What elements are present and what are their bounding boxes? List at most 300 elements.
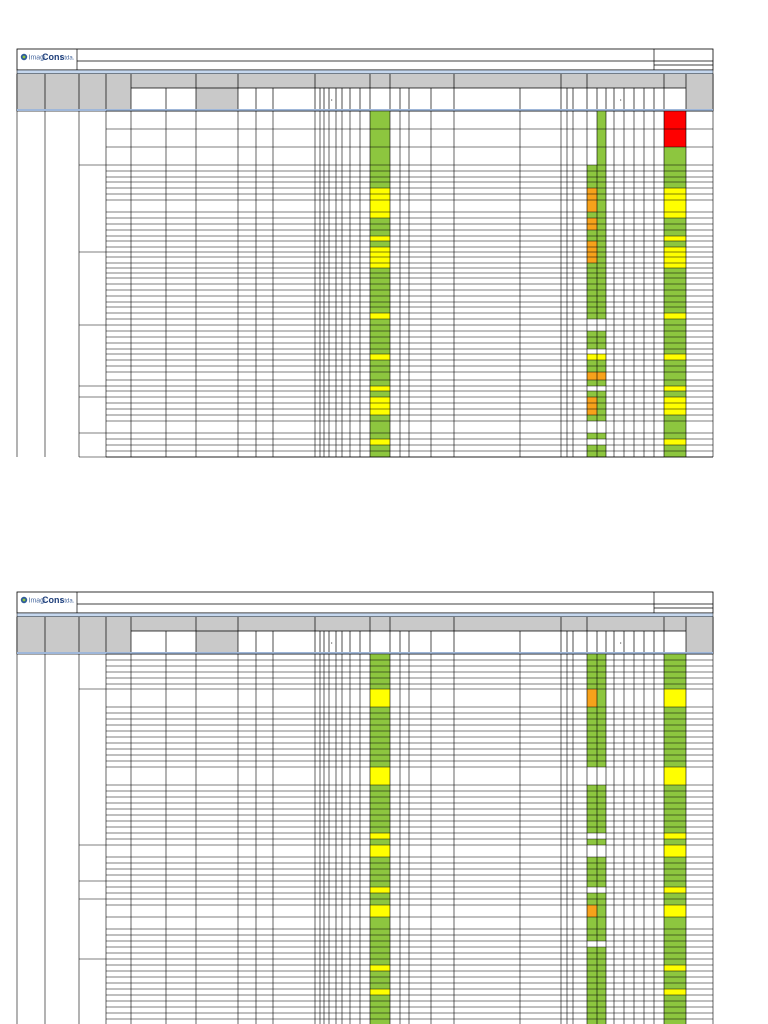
result-cell xyxy=(370,719,390,725)
header-cell xyxy=(686,74,713,111)
evaluation-cell xyxy=(597,302,606,307)
status-cell xyxy=(664,887,686,893)
evaluation-cell xyxy=(597,965,606,971)
status-cell xyxy=(664,302,686,307)
result-cell xyxy=(370,839,390,845)
evaluation-cell xyxy=(597,252,606,257)
evaluation-cell xyxy=(597,194,606,200)
result-cell xyxy=(370,177,390,182)
result-cell xyxy=(370,302,390,307)
header-marker: • xyxy=(331,640,333,645)
result-cell xyxy=(370,654,390,660)
evaluation-cell xyxy=(597,445,606,451)
evaluation-cell xyxy=(597,737,606,743)
evaluation-cell xyxy=(597,953,606,959)
header-cell xyxy=(17,74,45,111)
status-cell xyxy=(664,791,686,797)
evaluation-cell xyxy=(597,372,606,380)
evaluation-cell xyxy=(597,995,606,1001)
result-cell xyxy=(370,433,390,439)
evaluation-cell xyxy=(587,660,597,666)
result-cell xyxy=(370,171,390,177)
result-cell xyxy=(370,965,390,971)
status-cell xyxy=(664,129,686,147)
evaluation-cell xyxy=(587,863,597,869)
result-cell xyxy=(370,899,390,905)
evaluation-cell xyxy=(597,684,606,689)
status-cell xyxy=(664,863,686,869)
status-cell xyxy=(664,971,686,977)
result-cell xyxy=(370,1013,390,1019)
evaluation-cell xyxy=(587,302,597,307)
evaluation-cell xyxy=(597,863,606,869)
status-cell xyxy=(664,337,686,343)
evaluation-cell xyxy=(587,182,597,188)
result-cell xyxy=(370,257,390,263)
evaluation-cell xyxy=(597,857,606,863)
result-cell xyxy=(370,935,390,941)
evaluation-cell xyxy=(587,797,597,803)
result-cell xyxy=(370,689,390,707)
result-cell xyxy=(370,875,390,881)
result-cell xyxy=(370,439,390,445)
evaluation-cell xyxy=(597,354,606,360)
result-cell xyxy=(370,684,390,689)
status-cell xyxy=(664,224,686,230)
header-group-cell xyxy=(561,617,587,631)
evaluation-cell xyxy=(597,313,606,319)
status-cell xyxy=(664,331,686,337)
result-cell xyxy=(370,672,390,678)
header-group-cell xyxy=(454,74,561,88)
result-cell xyxy=(370,797,390,803)
evaluation-cell xyxy=(597,827,606,833)
status-cell xyxy=(664,977,686,983)
status-cell xyxy=(664,737,686,743)
evaluation-cell xyxy=(597,893,606,899)
evaluation-cell xyxy=(597,433,606,439)
result-cell xyxy=(370,252,390,257)
result-cell xyxy=(370,230,390,236)
evaluation-cell xyxy=(597,236,606,241)
status-cell xyxy=(664,1019,686,1024)
status-cell xyxy=(664,678,686,684)
logo-brand: Cons xyxy=(42,52,65,62)
evaluation-cell xyxy=(597,451,606,457)
result-cell xyxy=(370,263,390,268)
evaluation-cell xyxy=(587,821,597,827)
result-cell xyxy=(370,241,390,247)
evaluation-cell xyxy=(597,713,606,719)
evaluation-cell xyxy=(587,953,597,959)
evaluation-cell xyxy=(597,947,606,953)
status-cell xyxy=(664,165,686,171)
evaluation-cell xyxy=(587,899,597,905)
header-marker: • xyxy=(620,97,622,102)
evaluation-cell xyxy=(587,307,597,313)
evaluation-cell xyxy=(597,331,606,337)
result-cell xyxy=(370,953,390,959)
evaluation-cell xyxy=(597,654,606,660)
evaluation-cell xyxy=(587,971,597,977)
status-cell xyxy=(664,415,686,421)
evaluation-cell xyxy=(587,433,597,439)
evaluation-cell xyxy=(587,689,597,707)
status-cell xyxy=(664,989,686,995)
evaluation-cell xyxy=(587,268,597,273)
evaluation-cell xyxy=(597,337,606,343)
header-cell xyxy=(17,617,45,654)
evaluation-cell xyxy=(587,354,597,360)
result-cell xyxy=(370,737,390,743)
evaluation-cell xyxy=(597,983,606,989)
evaluation-cell xyxy=(587,875,597,881)
evaluation-cell xyxy=(587,707,597,713)
result-cell xyxy=(370,313,390,319)
header-band xyxy=(17,70,713,74)
evaluation-cell xyxy=(597,660,606,666)
header-group-cell xyxy=(131,74,196,88)
status-cell xyxy=(664,983,686,989)
status-cell xyxy=(664,212,686,218)
status-cell xyxy=(664,755,686,761)
result-cell xyxy=(370,887,390,893)
status-cell xyxy=(664,929,686,935)
status-cell xyxy=(664,268,686,273)
evaluation-cell xyxy=(587,654,597,660)
evaluation-cell xyxy=(587,731,597,737)
evaluation-cell xyxy=(597,171,606,177)
status-cell xyxy=(664,236,686,241)
status-cell xyxy=(664,372,686,380)
status-cell xyxy=(664,307,686,313)
status-cell xyxy=(664,273,686,278)
result-cell xyxy=(370,343,390,349)
evaluation-cell xyxy=(597,278,606,284)
status-cell xyxy=(664,809,686,815)
status-cell xyxy=(664,200,686,212)
status-cell xyxy=(664,230,686,236)
status-cell xyxy=(664,713,686,719)
status-cell xyxy=(664,1013,686,1019)
result-cell xyxy=(370,845,390,857)
result-cell xyxy=(370,791,390,797)
header-group-cell xyxy=(370,74,390,88)
evaluation-cell xyxy=(587,989,597,995)
evaluation-cell xyxy=(587,713,597,719)
evaluation-cell xyxy=(587,809,597,815)
status-cell xyxy=(664,803,686,809)
evaluation-cell xyxy=(597,791,606,797)
status-cell xyxy=(664,869,686,875)
evaluation-cell xyxy=(597,971,606,977)
result-cell xyxy=(370,755,390,761)
evaluation-cell xyxy=(587,881,597,887)
evaluation-cell xyxy=(597,391,606,397)
result-cell xyxy=(370,386,390,391)
title-block xyxy=(17,592,713,613)
result-cell xyxy=(370,224,390,230)
evaluation-cell xyxy=(597,129,606,147)
evaluation-cell xyxy=(587,815,597,821)
result-cell xyxy=(370,290,390,296)
status-cell xyxy=(664,767,686,785)
status-cell xyxy=(664,893,686,899)
status-cell xyxy=(664,386,686,391)
result-cell xyxy=(370,188,390,194)
evaluation-cell xyxy=(597,1013,606,1019)
status-cell xyxy=(664,188,686,194)
status-cell xyxy=(664,278,686,284)
result-cell xyxy=(370,284,390,290)
header-group-cell xyxy=(315,74,370,88)
evaluation-cell xyxy=(587,839,597,845)
status-cell xyxy=(664,660,686,666)
status-cell xyxy=(664,354,686,360)
evaluation-cell xyxy=(597,212,606,218)
evaluation-cell xyxy=(587,869,597,875)
status-cell xyxy=(664,171,686,177)
evaluation-cell xyxy=(597,839,606,845)
evaluation-cell xyxy=(587,218,597,224)
status-cell xyxy=(664,1007,686,1013)
result-cell xyxy=(370,236,390,241)
result-cell xyxy=(370,995,390,1001)
status-cell xyxy=(664,815,686,821)
evaluation-cell xyxy=(587,947,597,953)
result-cell xyxy=(370,111,390,129)
evaluation-cell xyxy=(587,935,597,941)
evaluation-cell xyxy=(597,719,606,725)
evaluation-cell xyxy=(597,869,606,875)
evaluation-cell xyxy=(587,893,597,899)
result-cell xyxy=(370,451,390,457)
evaluation-cell xyxy=(587,257,597,263)
header-group-cell xyxy=(390,74,454,88)
result-cell xyxy=(370,725,390,731)
evaluation-cell xyxy=(597,989,606,995)
result-cell xyxy=(370,731,390,737)
evaluation-cell xyxy=(597,929,606,935)
evaluation-cell xyxy=(597,731,606,737)
result-cell xyxy=(370,354,390,360)
result-cell xyxy=(370,397,390,403)
result-cell xyxy=(370,147,390,165)
status-cell xyxy=(664,284,686,290)
evaluation-cell xyxy=(587,743,597,749)
evaluation-cell xyxy=(597,268,606,273)
result-cell xyxy=(370,278,390,284)
header-group-cell xyxy=(561,74,587,88)
result-cell xyxy=(370,767,390,785)
evaluation-cell xyxy=(587,372,597,380)
evaluation-cell xyxy=(597,815,606,821)
evaluation-cell xyxy=(587,380,597,386)
result-cell xyxy=(370,372,390,380)
header-marker: • xyxy=(620,640,622,645)
evaluation-cell xyxy=(587,1001,597,1007)
logo-suffix: Ltda. xyxy=(61,55,75,62)
evaluation-cell xyxy=(597,977,606,983)
status-cell xyxy=(664,899,686,905)
evaluation-cell xyxy=(597,678,606,684)
evaluation-cell xyxy=(597,224,606,230)
status-cell xyxy=(664,325,686,331)
result-cell xyxy=(370,803,390,809)
header-cell xyxy=(79,74,106,111)
evaluation-cell xyxy=(597,284,606,290)
evaluation-cell xyxy=(587,331,597,337)
header-group-cell xyxy=(370,617,390,631)
status-cell xyxy=(664,689,686,707)
result-cell xyxy=(370,380,390,386)
evaluation-cell xyxy=(597,809,606,815)
evaluation-cell xyxy=(587,959,597,965)
header-cell xyxy=(79,617,106,654)
evaluation-cell xyxy=(587,1019,597,1024)
status-cell xyxy=(664,672,686,678)
status-cell xyxy=(664,731,686,737)
result-cell xyxy=(370,218,390,224)
evaluation-cell xyxy=(587,263,597,268)
status-cell xyxy=(664,421,686,433)
evaluation-cell xyxy=(597,409,606,415)
evaluation-cell xyxy=(597,755,606,761)
result-cell xyxy=(370,678,390,684)
status-cell xyxy=(664,257,686,263)
evaluation-cell xyxy=(587,194,597,200)
header-group-cell xyxy=(131,617,196,631)
header-cell xyxy=(106,74,131,111)
evaluation-cell xyxy=(587,278,597,284)
status-cell xyxy=(664,719,686,725)
header-group-cell xyxy=(664,74,686,88)
evaluation-cell xyxy=(587,983,597,989)
result-cell xyxy=(370,809,390,815)
evaluation-cell xyxy=(597,749,606,755)
evaluation-cell xyxy=(597,307,606,313)
evaluation-cell xyxy=(587,827,597,833)
evaluation-cell xyxy=(587,391,597,397)
status-cell xyxy=(664,247,686,252)
evaluation-cell xyxy=(597,881,606,887)
evaluation-cell xyxy=(587,177,597,182)
status-cell xyxy=(664,839,686,845)
evaluation-cell xyxy=(587,791,597,797)
evaluation-cell xyxy=(597,263,606,268)
status-cell xyxy=(664,666,686,672)
evaluation-cell xyxy=(597,360,606,366)
status-cell xyxy=(664,349,686,354)
header-group-cell xyxy=(664,617,686,631)
evaluation-cell xyxy=(587,929,597,935)
result-cell xyxy=(370,247,390,252)
evaluation-cell xyxy=(587,737,597,743)
evaluation-cell xyxy=(597,803,606,809)
evaluation-cell xyxy=(587,755,597,761)
header-band xyxy=(17,613,713,617)
evaluation-cell xyxy=(587,224,597,230)
evaluation-cell xyxy=(587,1013,597,1019)
header-group-cell xyxy=(315,617,370,631)
evaluation-cell xyxy=(597,935,606,941)
result-cell xyxy=(370,743,390,749)
result-cell xyxy=(370,857,390,863)
status-cell xyxy=(664,1001,686,1007)
status-cell xyxy=(664,881,686,887)
result-cell xyxy=(370,366,390,372)
header-group-cell xyxy=(454,617,561,631)
evaluation-cell xyxy=(587,749,597,755)
evaluation-cell xyxy=(587,165,597,171)
status-cell xyxy=(664,707,686,713)
result-cell xyxy=(370,349,390,354)
result-cell xyxy=(370,445,390,451)
header-group-cell xyxy=(587,74,664,88)
status-cell xyxy=(664,725,686,731)
evaluation-cell xyxy=(597,689,606,707)
evaluation-cell xyxy=(597,666,606,672)
result-cell xyxy=(370,821,390,827)
evaluation-cell xyxy=(587,241,597,247)
evaluation-cell xyxy=(597,200,606,212)
status-cell xyxy=(664,947,686,953)
status-cell xyxy=(664,252,686,257)
result-cell xyxy=(370,421,390,433)
result-cell xyxy=(370,325,390,331)
evaluation-cell xyxy=(587,857,597,863)
header-group-cell xyxy=(238,617,315,631)
result-cell xyxy=(370,929,390,935)
status-cell xyxy=(664,290,686,296)
evaluation-cell xyxy=(597,296,606,302)
evaluation-cell xyxy=(597,147,606,165)
status-cell xyxy=(664,433,686,439)
evaluation-cell xyxy=(597,1007,606,1013)
status-cell xyxy=(664,403,686,409)
result-cell xyxy=(370,917,390,929)
result-cell xyxy=(370,165,390,171)
result-cell xyxy=(370,905,390,917)
evaluation-cell xyxy=(587,415,597,421)
result-cell xyxy=(370,893,390,899)
evaluation-cell xyxy=(597,182,606,188)
evaluation-cell xyxy=(587,397,597,403)
result-cell xyxy=(370,815,390,821)
sheet-page-2 xyxy=(17,592,713,1024)
status-cell xyxy=(664,147,686,165)
evaluation-cell xyxy=(587,296,597,302)
result-cell xyxy=(370,863,390,869)
logo-prefix: Imagi xyxy=(28,597,46,605)
result-cell xyxy=(370,360,390,366)
evaluation-cell xyxy=(587,273,597,278)
status-cell xyxy=(664,263,686,268)
header-cell xyxy=(45,74,79,111)
evaluation-cell xyxy=(597,397,606,403)
result-cell xyxy=(370,941,390,947)
status-cell xyxy=(664,177,686,182)
result-cell xyxy=(370,182,390,188)
status-cell xyxy=(664,827,686,833)
evaluation-cell xyxy=(597,1001,606,1007)
sheet-page-1 xyxy=(17,49,713,457)
evaluation-cell xyxy=(587,678,597,684)
logo-prefix: Imagi xyxy=(28,54,46,62)
status-cell xyxy=(664,833,686,839)
evaluation-cell xyxy=(597,111,606,129)
evaluation-cell xyxy=(597,1019,606,1024)
